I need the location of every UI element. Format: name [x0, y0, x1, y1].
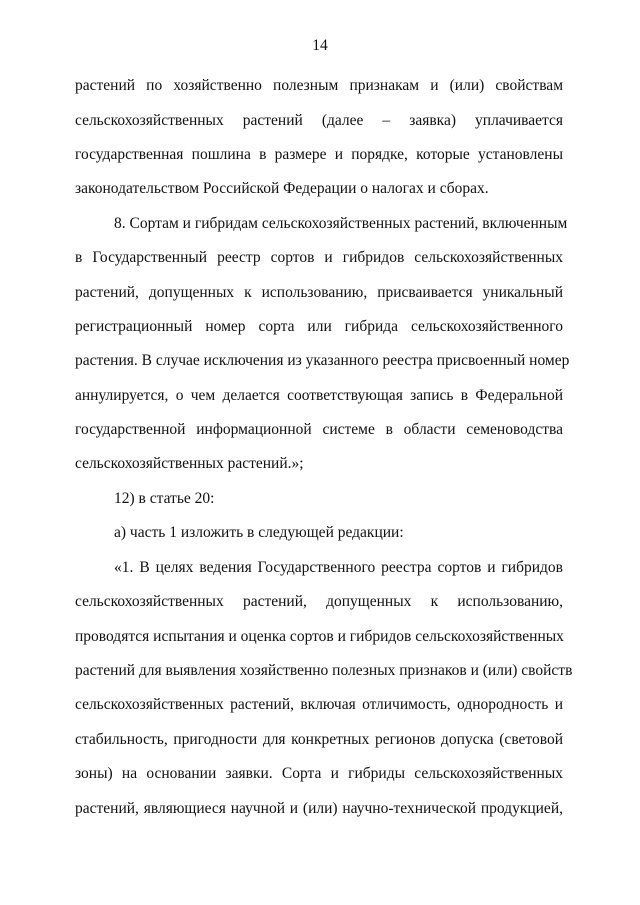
text-line: сельскохозяйственных растений, включая отличимость, однородность и — [75, 696, 563, 713]
text-line: аннулируется, о чем делается соответствующая запись в Федеральной — [75, 387, 563, 404]
text-line: а) часть 1 изложить в следующей редакции: — [114, 524, 404, 541]
text-line: растений, являющиеся научной и (или) научно-технической продукцией, — [75, 800, 563, 817]
page-number: 14 — [312, 37, 328, 54]
text-line: растения. В случае исключения из указанного реестра присвоенный номер — [75, 352, 570, 369]
text-line: государственная пошлина в размере и порядке, которые установлены — [75, 146, 563, 163]
text-line: 12) в статье 20: — [114, 490, 215, 507]
text-line: растений по хозяйственно полезным признакам и (или) свойствам — [75, 77, 563, 94]
text-line: в Государственный реестр сортов и гибридов сельскохозяйственных — [75, 249, 563, 266]
text-line: проводятся испытания и оценка сортов и гибридов сельскохозяйственных — [75, 628, 564, 645]
text-line: «1. В целях ведения Государственного реестра сортов и гибридов — [114, 559, 563, 576]
text-line: 8. Сортам и гибридам сельскохозяйственных растений, включенным — [114, 215, 568, 232]
text-line: законодательством Российской Федерации о налогах и сборах. — [75, 180, 489, 197]
text-line: растений, допущенных к использованию, присваивается уникальный — [75, 284, 563, 301]
text-line: сельскохозяйственных растений (далее – заявка) уплачивается — [75, 112, 563, 129]
text-line: стабильность, пригодности для конкретных регионов допуска (световой — [75, 731, 563, 748]
text-line: зоны) на основании заявки. Сорта и гибриды сельскохозяйственных — [75, 765, 563, 782]
text-line: сельскохозяйственных растений.»; — [75, 455, 304, 472]
text-line: государственной информационной системе в области семеноводства — [75, 421, 563, 438]
text-line: сельскохозяйственных растений, допущенных к использованию, — [75, 593, 563, 610]
text-line: регистрационный номер сорта или гибрида сельскохозяйственного — [75, 318, 563, 335]
text-line: растений для выявления хозяйственно полезных признаков и (или) свойств — [75, 662, 573, 679]
